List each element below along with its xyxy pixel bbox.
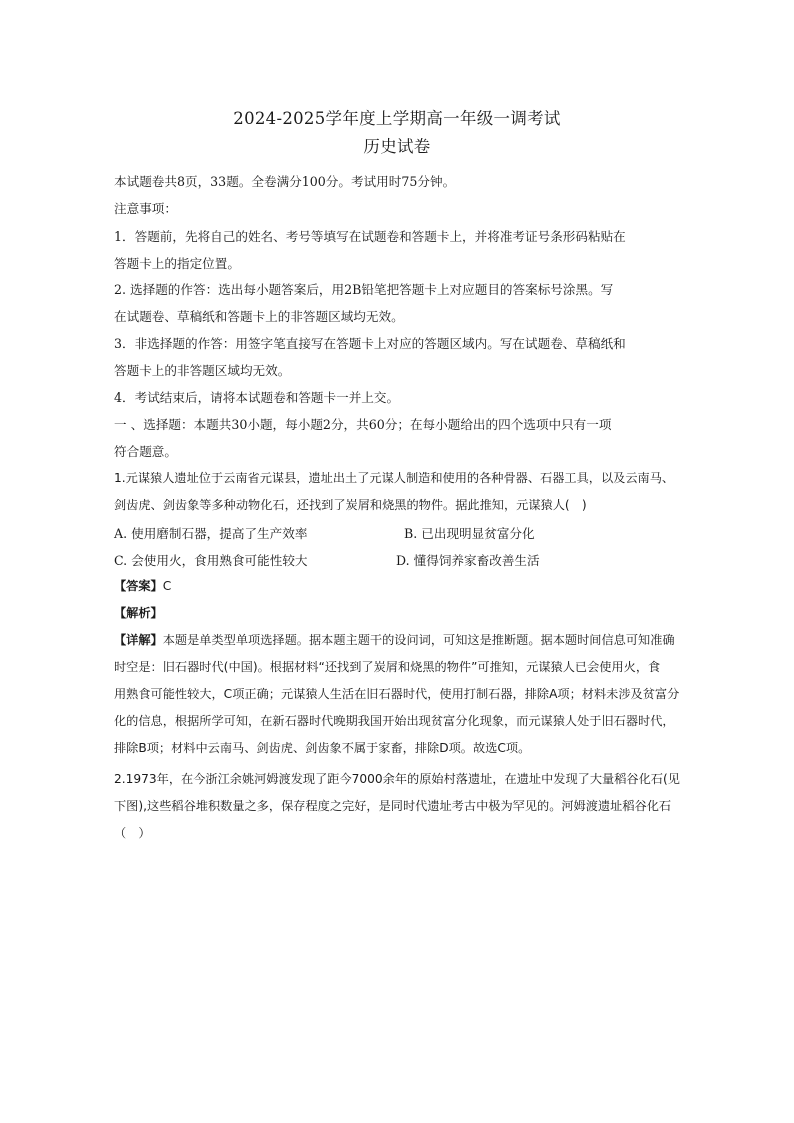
exam-title: 2024-2025学年度上学期高一年级一调考试 [233,109,561,128]
detail-label: 【详解】 [114,633,163,647]
q1-detail-line-2: 时空是：旧石器时代(中国)。根据材料“还找到了炭屑和烧黑的物件”可推知，元谋猿人已会使用火，食 [114,660,661,674]
q1-detail-line-4: 化的信息，根据所学可知，在新石器时代晚期我国开始出现贫富分化现象，而元谋猿人处于旧石器时代， [114,714,675,728]
answer-value: C [162,579,172,593]
exam-info: 本试题卷共8页，33题。全卷满分100分。考试用时75分钟。 [114,174,456,189]
q1-detail-line-1 [114,631,694,649]
q2-stem-line-3: （ ） [114,826,151,840]
notice-3-line-1: 3．非选择题的作答：用签字笔直接写在答题卡上对应的答题区域内。写在试题卷、草稿纸和 [114,336,626,351]
q1-detail-line-5: 排除B项；材料中云南马、剑齿虎、剑齿象不属于家畜，排除D项。故选C项。 [114,741,531,755]
notice-4: 4．考试结束后，请将本试题卷和答题卡一并上交。 [114,390,400,405]
q1-analysis [114,604,694,622]
q1-stem-line-2: 剑齿虎、剑齿象等多种动物化石，还找到了炭屑和烧黑的物件。据此推知，元谋猿人( ) [114,498,587,512]
section-1-heading-line-2: 符合题意。 [114,444,177,459]
q1-option-d: D. 懂得饲养家畜改善生活 [396,553,540,568]
q1-option-a: A. 使用磨制石器，提高了生产效率 [114,526,308,541]
q1-option-c: C. 会使用火，食用熟食可能性较大 [114,553,308,568]
q1-detail-line-3: 用熟食可能性较大，C项正确；元谋猿人生活在旧石器时代，使用打制石器，排除A项；材料未涉及贫富分 [114,687,680,701]
q2-stem-line-1: 2.1973年，在今浙江余姚河姆渡发现了距今7000余年的原始村落遗址，在遗址中发现了大量稻谷化石(见 [114,772,680,786]
notice-1-line-1: 1．答题前，先将自己的姓名、考号等填写在试题卷和答题卡上，并将准考证号条形码粘贴在 [114,229,626,244]
notice-heading: 注意事项： [114,201,177,216]
notice-2-line-1: 2. 选择题的作答：选出每小题答案后，用2B铅笔把答题卡上对应题目的答案标号涂黑。写 [114,282,614,297]
q1-stem-line-1: 1.元谋猿人遗址位于云南省元谋县，遗址出土了元谋人制造和使用的各种骨器、石器工具，以及云南马、 [114,471,675,485]
notice-2-line-2: 在试题卷、草稿纸和答题卡上的非答题区域均无效。 [114,309,404,324]
analysis-label: 【解析】 [114,606,163,620]
answer-label: 【答案】 [114,579,163,593]
q1-option-b: B. 已出现明显贫富分化 [404,526,535,541]
notice-1-line-2: 答题卡上的指定位置。 [114,256,240,271]
q1-answer [114,577,694,595]
detail-text: 本题是单类型单项选择题。据本题主题干的设问词，可知这是推断题。据本题时间信息可知准确 [162,633,675,647]
notice-3-line-2: 答题卡上的非答题区域均无效。 [114,363,291,378]
q2-stem-line-2: 下图),这些稻谷堆积数量之多，保存程度之完好，是同时代遗址考古中极为罕见的。河姆渡遗址稻谷化石 [114,799,672,813]
exam-subtitle: 历史试卷 [363,137,431,156]
section-1-heading-line-1: 一 、选择题：本题共30小题，每小题2分，共60分；在每小题给出的四个选项中只有一项 [114,417,612,432]
